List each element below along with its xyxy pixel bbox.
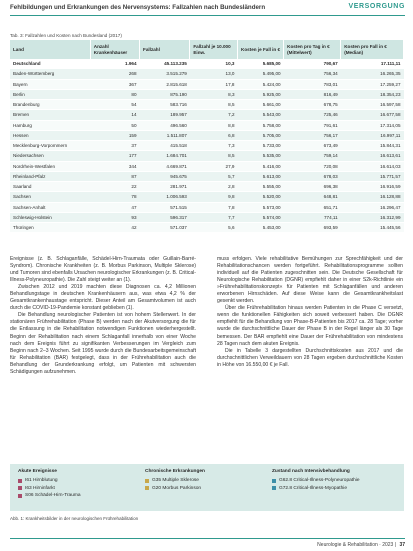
figure-caption: Abb. 1: Krankheitsbilder in der neurologischen Frührehabilitation	[10, 516, 139, 521]
paragraph: Die Behandlung neurologischer Patienten ist von hohem Stellenwert. In der stationären Frührehabilitation (Phase B) werden nach der Akutversorgung die für die Entlassung in die Rehabilitation notwendigen Funktionen wiederhergestellt. Beginn der Rehabilitation nach einem Schlaganfall innerhalb von einer Woche nach dem Ereignis führt zu signifikanten Verbesserungen im Vergleich zum Beginn nach 2–3 Wochen. Seit 1995 wurde durch die Bundesarbeitsgemeinschaft für Rehabilitation (BAR) festgelegt, dass in der Frührehabilitation auch die Behandlung der Grunderkrankung erfolgt, um Patienten mit schwersten Schädigungen aufzunehmen.	[10, 312, 196, 375]
value-cell: 159	[90, 130, 139, 140]
square-bullet-icon	[145, 479, 149, 483]
table-row	[10, 59, 404, 69]
value-cell: 80	[90, 89, 139, 99]
item-label: G62.8 Critical-Illness-Polyneuropathie	[279, 478, 360, 484]
value-cell: 571.037	[140, 223, 190, 233]
value-cell: 16.296,47	[341, 202, 404, 212]
box-chronic-diseases	[145, 469, 205, 492]
value-cell: 16.613,61	[341, 151, 404, 161]
value-cell: 5.573,00	[238, 202, 284, 212]
table-row	[10, 110, 404, 120]
value-cell: 5.424,00	[238, 79, 284, 89]
value-cell: 47	[90, 202, 139, 212]
value-cell: 17.259,27	[341, 79, 404, 89]
value-cell: 783,01	[284, 79, 341, 89]
value-cell: 5.520,00	[238, 192, 284, 202]
paragraph: Über die Frührehabilitation hinaus werden Patienten in die Phase C versetzt, wenn die funktionellen Fähigkeiten sich soweit verbessert haben. Die DGNR empfiehlt für die Behandlung von Phase-B-Patienten bis 2017 ca. 28 Tage; vorher wurde die durchschnittliche Dauer der Phase B in der Regel länger als 30 Tage bemessen. Der BAR empfiehlt eine Dauer der Frührehabilitation von mindestens 28 Tagen nach dem akuten Ereignis.	[217, 305, 403, 347]
column-header: Kosten je Fall in €	[238, 40, 284, 59]
value-cell: 16.677,58	[341, 110, 404, 120]
value-cell: 177	[90, 151, 139, 161]
value-cell: 344	[90, 161, 139, 171]
value-cell: 790,67	[284, 59, 341, 69]
table-row	[10, 161, 404, 171]
value-cell: 13,0	[190, 69, 238, 79]
value-cell: 9,8	[190, 192, 238, 202]
table-header-row	[10, 40, 404, 59]
value-cell: 1.511.807	[140, 130, 190, 140]
list-item	[272, 485, 360, 493]
square-bullet-icon	[18, 479, 22, 483]
table-row	[10, 182, 404, 192]
value-cell: 1.964	[90, 59, 139, 69]
value-cell: 281.971	[140, 182, 190, 192]
footer-rule	[10, 538, 405, 539]
state-cell: Bayern	[10, 79, 90, 89]
state-cell: Saarland	[10, 182, 90, 192]
value-cell: 816,49	[284, 89, 341, 99]
page-header	[0, 0, 413, 20]
value-cell: 774,11	[284, 212, 341, 222]
value-cell: 17,8	[190, 79, 238, 89]
state-cell: Mecklenburg-Vorpommern	[10, 141, 90, 151]
value-cell: 5,6	[190, 223, 238, 233]
value-cell: 7,8	[190, 202, 238, 212]
value-cell: 1.684.701	[140, 151, 190, 161]
value-cell: 8,5	[190, 151, 238, 161]
table-row	[10, 202, 404, 212]
value-cell: 4.669.871	[140, 161, 190, 171]
value-cell: 6,8	[190, 130, 238, 140]
list-item	[18, 485, 81, 493]
paragraph: Ereignisse (z. B. Schlaganfälle, Schädel-Hirn-Traumata oder Guillain-Barré-Syndrom). Chronische Krankheiten (z. B. Morbus Parkinson, Multiple Sklerose) und Tumoren sind ebenfalls Ursachen neurologischer Erkrankungen (z. B. Critical-Illness-Polyneuropathie). Die Zahl steigt weiter an (1).	[10, 256, 196, 284]
table-caption: Tab. 3: Fallzahlen und Kosten nach Bundesland (2017)	[10, 33, 122, 38]
value-cell: 5.416,00	[238, 161, 284, 171]
value-cell: 5.535,00	[238, 151, 284, 161]
state-cell: Berlin	[10, 89, 90, 99]
value-cell: 87	[90, 171, 139, 181]
value-cell: 15.844,31	[341, 141, 404, 151]
table-row	[10, 212, 404, 222]
value-cell: 42	[90, 223, 139, 233]
diagnosis-figure	[10, 464, 404, 511]
table-row	[10, 79, 404, 89]
value-cell: 673,49	[284, 141, 341, 151]
value-cell: 1.006.593	[140, 192, 190, 202]
column-header: Fallzahl je 10.000 Einw.	[190, 40, 238, 59]
box-acute-events	[18, 469, 81, 500]
state-cell: Thüringen	[10, 223, 90, 233]
state-cell: Schleswig-Holstein	[10, 212, 90, 222]
value-cell: 596.317	[140, 212, 190, 222]
header-rule	[10, 15, 405, 16]
page-footer: Neurologie & Rehabilitation · 2023 | 37	[317, 542, 405, 548]
value-cell: 37	[90, 141, 139, 151]
value-cell: 14	[90, 110, 139, 120]
value-cell: 5.453,00	[238, 223, 284, 233]
box-heading: Chronische Erkrankungen	[145, 469, 205, 474]
state-cell: Sachsen-Anhalt	[10, 202, 90, 212]
column-header: Land	[10, 40, 90, 59]
value-cell: 2.815.618	[140, 79, 190, 89]
value-cell: 5.613,00	[238, 171, 284, 181]
value-cell: 725,46	[284, 110, 341, 120]
value-cell: 16.128,88	[341, 192, 404, 202]
value-cell: 5.555,00	[238, 182, 284, 192]
table-row	[10, 151, 404, 161]
value-cell: 571.515	[140, 202, 190, 212]
box-post-intensive	[272, 469, 360, 492]
page-number: 37	[399, 542, 405, 548]
value-cell: 45.113.235	[140, 59, 190, 69]
item-label: S06 Schädel-Hirn-Trauma	[25, 493, 81, 499]
value-cell: 759,14	[284, 151, 341, 161]
paragraph: muss erfolgen. Viele rehabilitative Bemühungen zur Sprechfähigkeit und der Rehabilitationschancen werden fortgeführt. Rehabilitationsprogramme sollten individuell auf die Patienten zugeschnitten sein. Die Deutsche Gesellschaft für Neurologische Rehabilitation (DGNR) empfiehlt daher in einer S2k-Richtlinie ein »Frührehabilitationskonzept« für Patienten mit Schlaganfällen und anderen erworbenen Hirnschäden. Auf diese Weise kann die Gesamtkrankheitslast gesenkt werden.	[217, 256, 403, 305]
value-cell: 648,81	[284, 192, 341, 202]
state-cell: Hessen	[10, 130, 90, 140]
running-title: Fehlbildungen und Erkrankungen des Nervensystems: Fallzahlen nach Bundesländern	[10, 4, 266, 11]
item-label: I61 Hirnblutung	[25, 478, 58, 484]
value-cell: 696,38	[284, 182, 341, 192]
value-cell: 693,59	[284, 223, 341, 233]
state-cell: Deutschland	[10, 59, 90, 69]
state-cell: Bremen	[10, 110, 90, 120]
value-cell: 5.685,00	[238, 59, 284, 69]
value-cell: 415.518	[140, 141, 190, 151]
value-cell: 22	[90, 182, 139, 192]
state-cell: Brandenburg	[10, 100, 90, 110]
value-cell: 5.758,00	[238, 120, 284, 130]
list-item	[272, 477, 360, 485]
value-cell: 5.661,00	[238, 100, 284, 110]
value-cell: 8,3	[190, 89, 238, 99]
value-cell: 756,34	[284, 69, 341, 79]
square-bullet-icon	[145, 486, 149, 490]
value-cell: 189.957	[140, 110, 190, 120]
box-heading: Zustand nach Intensivbehandlung	[272, 469, 350, 474]
value-cell: 7,3	[190, 141, 238, 151]
value-cell: 8,8	[190, 120, 238, 130]
value-cell: 27,9	[190, 161, 238, 171]
value-cell: 5.925,00	[238, 89, 284, 99]
value-cell: 50	[90, 120, 139, 130]
value-cell: 16.614,03	[341, 161, 404, 171]
value-cell: 16.916,59	[341, 182, 404, 192]
value-cell: 945.675	[140, 171, 190, 181]
journal-name: Neurologie & Rehabilitation · 2023	[317, 542, 394, 548]
value-cell: 5.495,00	[238, 69, 284, 79]
value-cell: 7,7	[190, 212, 238, 222]
state-cell: Sachsen	[10, 192, 90, 202]
value-cell: 16.997,11	[341, 130, 404, 140]
value-cell: 875.190	[140, 89, 190, 99]
value-cell: 678,03	[284, 171, 341, 181]
value-cell: 8,5	[190, 100, 238, 110]
list-item	[18, 477, 81, 485]
value-cell: 5.705,00	[238, 130, 284, 140]
square-bullet-icon	[272, 479, 276, 483]
state-cell: Rheinland-Pfalz	[10, 171, 90, 181]
paragraph: Die in Tabelle 3 dargestellten Durchschnittskosten aus 2017 und die durchschnittlichen Verweildauern von 28 Tagen ergeben durchschnittliche Kosten in Höhe von 16.550,00 € je Fall.	[217, 347, 403, 368]
body-column-left	[10, 256, 196, 376]
value-cell: 17.314,05	[341, 120, 404, 130]
list-item	[145, 485, 205, 493]
value-cell: 15.771,57	[341, 171, 404, 181]
box-heading: Akute Ereignisse	[18, 469, 57, 474]
value-cell: 651,71	[284, 202, 341, 212]
table-row	[10, 120, 404, 130]
paragraph: Zwischen 2012 und 2019 machten diese Diagnosen ca. 4,2 Millionen Behandlungstage in deutschen Krankenhäusern aus, was etwa 4,2 % der Gesamtkrankenhaustage entspricht. Dieser Anteil am Gesamtvolumen ist auch durch die COVID-19-Pandemie konstant geblieben (1).	[10, 284, 196, 312]
value-cell: 54	[90, 100, 139, 110]
column-header: Kosten pro Fall in € (Median)	[341, 40, 404, 59]
table-row	[10, 141, 404, 151]
value-cell: 5.543,00	[238, 110, 284, 120]
table-row	[10, 100, 404, 110]
data-table	[10, 40, 404, 233]
state-cell: Hamburg	[10, 120, 90, 130]
value-cell: 678,75	[284, 100, 341, 110]
table-row	[10, 192, 404, 202]
item-label: G72.8 Critical-Illness-Myopathie	[279, 485, 347, 491]
table-row	[10, 171, 404, 181]
value-cell: 16.265,35	[341, 69, 404, 79]
square-bullet-icon	[18, 486, 22, 490]
value-cell: 10,3	[190, 59, 238, 69]
value-cell: 16.597,58	[341, 100, 404, 110]
table-row	[10, 223, 404, 233]
item-label: G35 Multiple Sklerose	[152, 478, 199, 484]
table-row	[10, 89, 404, 99]
value-cell: 791,61	[284, 120, 341, 130]
value-cell: 720,08	[284, 161, 341, 171]
state-cell: Nordrhein-Westfalen	[10, 161, 90, 171]
value-cell: 78	[90, 192, 139, 202]
value-cell: 5,7	[190, 171, 238, 181]
square-bullet-icon	[18, 494, 22, 498]
column-header: Anzahl Krankenhäuser	[90, 40, 139, 59]
value-cell: 7,2	[190, 110, 238, 120]
value-cell: 3.515.279	[140, 69, 190, 79]
value-cell: 93	[90, 212, 139, 222]
section-label: VERSORGUNG	[348, 3, 405, 10]
value-cell: 15.445,56	[341, 223, 404, 233]
table-row	[10, 69, 404, 79]
value-cell: 583.716	[140, 100, 190, 110]
body-column-right	[217, 256, 403, 369]
value-cell: 367	[90, 79, 139, 89]
value-cell: 5.574,00	[238, 212, 284, 222]
state-cell: Niedersachsen	[10, 151, 90, 161]
value-cell: 17.111,11	[341, 59, 404, 69]
list-item	[145, 477, 205, 485]
value-cell: 5.733,00	[238, 141, 284, 151]
item-label: G20 Morbus Parkinson	[152, 485, 202, 491]
value-cell: 2,8	[190, 182, 238, 192]
table-row	[10, 130, 404, 140]
square-bullet-icon	[272, 486, 276, 490]
item-label: I63 Hirninfarkt	[25, 485, 55, 491]
state-cell: Baden-Württemberg	[10, 69, 90, 79]
column-header: Kosten pro Tag in € (Mittelwert)	[284, 40, 341, 59]
value-cell: 268	[90, 69, 139, 79]
value-cell: 18.354,23	[341, 89, 404, 99]
value-cell: 756,17	[284, 130, 341, 140]
column-header: Fallzahl	[140, 40, 190, 59]
value-cell: 16.312,99	[341, 212, 404, 222]
value-cell: 496.560	[140, 120, 190, 130]
list-item	[18, 492, 81, 500]
